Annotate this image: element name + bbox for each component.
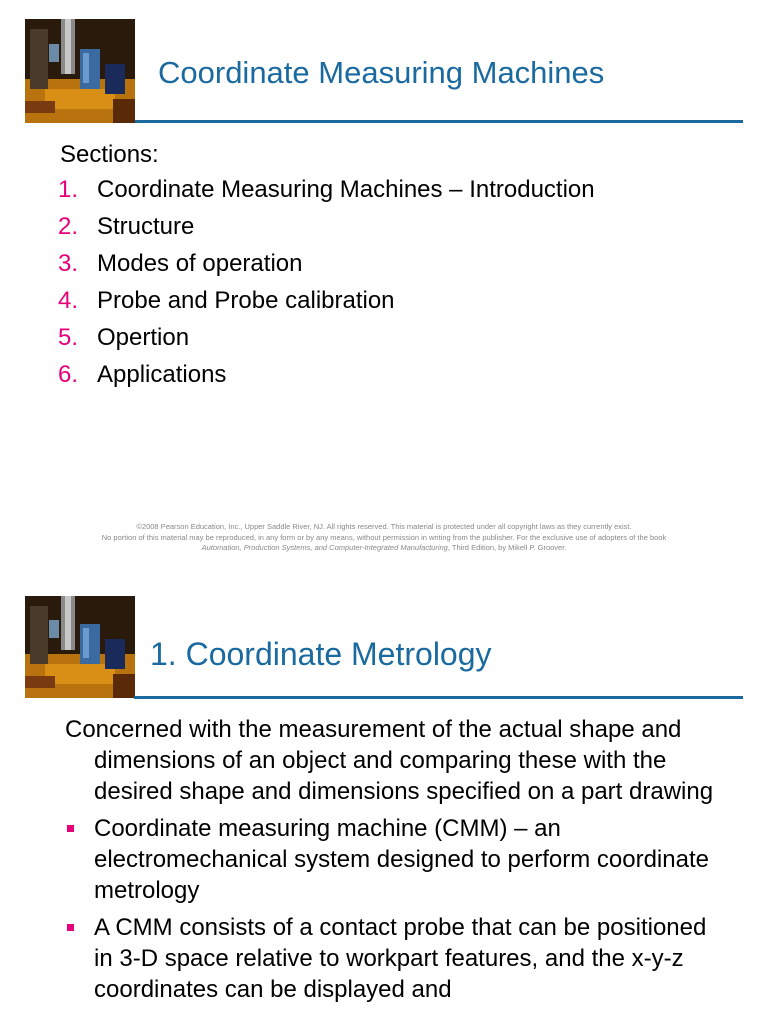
header-thumbnail-image [25,596,135,698]
title-underline [134,696,743,699]
bullet-item [65,912,725,1005]
section-label: Structure [97,213,195,240]
section-item [58,212,595,249]
slide-title: 1. Coordinate Metrology [150,636,492,672]
section-item [58,323,595,360]
section-number: 3. [58,250,79,277]
footer-line-3 [0,543,768,554]
bullet-square-icon [67,924,74,931]
section-number: 2. [58,213,79,240]
section-label: Applications [97,361,227,388]
section-item [58,249,595,286]
bullet-item [65,813,725,906]
bullet-list [65,813,725,1005]
sections-list [58,175,595,397]
title-underline [135,120,743,123]
section-number: 5. [58,324,79,351]
footer-book-title: Automation, Production Systems, and Computer-Integrated Manufacturing [201,543,448,552]
footer-line-1: ©2008 Pearson Education, Inc., Upper Saddle River, NJ. All rights reserved. This material is protected under all copyright laws as they currently exist. [136,522,632,531]
slide-title: Coordinate Measuring Machines [158,55,605,90]
header-thumbnail-image [25,19,135,123]
section-label: Opertion [97,324,190,351]
section-number: 4. [58,287,79,314]
bullet-text: Coordinate measuring machine (CMM) – an electromechanical system designed to perform coordinate metrology [94,815,709,904]
section-item [58,360,595,397]
bullet-square-icon [67,825,74,832]
section-number: 1. [58,176,79,203]
section-label: Coordinate Measuring Machines – Introduction [97,176,595,203]
slide-body [65,714,725,1011]
footer-line-2: No portion of this material may be reproduced, in any form or by any means, without permission in writing from the publisher. For the exclusive use of adopters of the book [101,532,667,542]
section-item [58,175,595,212]
section-item [58,286,595,323]
section-label: Modes of operation [97,250,303,277]
slide-2 [0,576,768,1024]
intro-paragraph: Concerned with the measurement of the actual shape and dimensions of an object and comparing these with the desired shape and dimensions specified on a part drawing [65,716,714,805]
footer-edition: , Third Edition, by Mikell P. Groover. [447,543,567,552]
section-number: 6. [58,361,79,388]
bullet-text: A CMM consists of a contact probe that can be positioned in 3-D space relative to workpart features, and the x-y-z coordinates can be displayed and [94,914,707,1003]
section-label: Probe and Probe calibration [97,287,395,314]
copyright-footer [0,522,768,554]
sections-label: Sections: [60,141,159,168]
